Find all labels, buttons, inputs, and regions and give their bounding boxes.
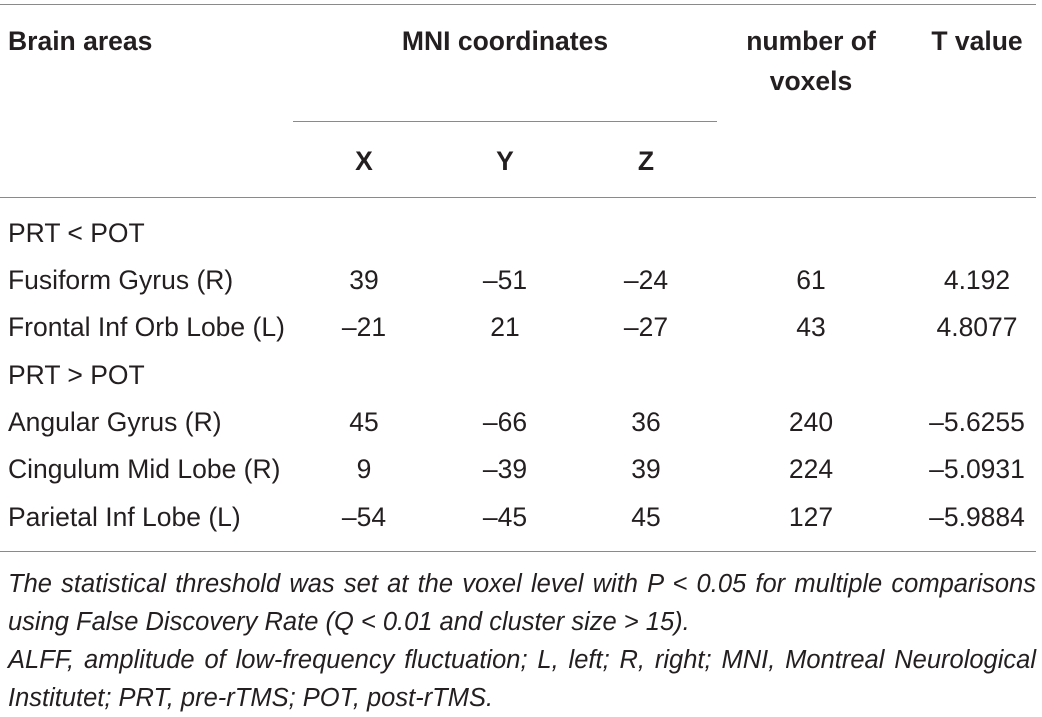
mni-coordinates-underline [293, 121, 717, 122]
cell-brain-area: Fusiform Gyrus (R) [8, 265, 234, 295]
cell-t-value: 4.8077 [936, 312, 1018, 342]
cell-z: –24 [623, 265, 669, 295]
cell-brain-area: Frontal Inf Orb Lobe (L) [8, 312, 285, 342]
cell-t-value: –5.6255 [929, 407, 1025, 437]
header-y: Y [496, 146, 514, 176]
cell-voxels: 127 [788, 502, 834, 532]
cell-x: 9 [356, 454, 372, 484]
header-t-value: T value [931, 26, 1023, 56]
cell-z: 36 [631, 407, 661, 437]
cell-y: –51 [482, 265, 528, 295]
cell-brain-area: Angular Gyrus (R) [8, 407, 222, 437]
cell-z: –27 [623, 312, 669, 342]
group-label: PRT < POT [8, 218, 145, 248]
cell-y: 21 [490, 312, 520, 342]
footnote-abbreviations: ALFF, amplitude of low-frequency fluctuation; L, left; R, right; MNI, Montreal Neurological Institutet; PRT, pre-rTMS; POT, post-rTMS. [8, 646, 1036, 712]
cell-t-value: –5.0931 [929, 454, 1025, 484]
cell-voxels: 240 [788, 407, 834, 437]
cell-z: 45 [631, 502, 661, 532]
cell-x: 39 [349, 265, 379, 295]
header-z: Z [637, 146, 655, 176]
cell-x: –21 [341, 312, 387, 342]
header-bottom-rule [0, 197, 1036, 198]
cell-brain-area: Parietal Inf Lobe (L) [8, 502, 241, 532]
table-bottom-rule [0, 551, 1036, 552]
cell-voxels: 43 [796, 312, 826, 342]
header-x: X [355, 146, 373, 176]
cell-t-value: 4.192 [943, 265, 1011, 295]
table-top-rule [0, 4, 1036, 5]
cell-y: –66 [482, 407, 528, 437]
group-label: PRT > POT [8, 360, 145, 390]
cell-x: 45 [349, 407, 379, 437]
header-number-of-voxels-line2: voxels [769, 66, 853, 96]
cell-voxels: 61 [796, 265, 826, 295]
header-number-of-voxels-line1: number of [746, 26, 876, 56]
cell-brain-area: Cingulum Mid Lobe (R) [8, 454, 281, 484]
cell-x: –54 [341, 502, 387, 532]
header-brain-areas: Brain areas [8, 26, 153, 56]
footnote-threshold: The statistical threshold was set at the voxel level with P < 0.05 for multiple comparisons using False Discovery Rate (Q < 0.01 and cluster size > 15). [8, 570, 1036, 636]
cell-voxels: 224 [788, 454, 834, 484]
cell-y: –39 [482, 454, 528, 484]
cell-y: –45 [482, 502, 528, 532]
cell-z: 39 [631, 454, 661, 484]
cell-t-value: –5.9884 [929, 502, 1025, 532]
header-mni-coordinates: MNI coordinates [401, 26, 609, 56]
